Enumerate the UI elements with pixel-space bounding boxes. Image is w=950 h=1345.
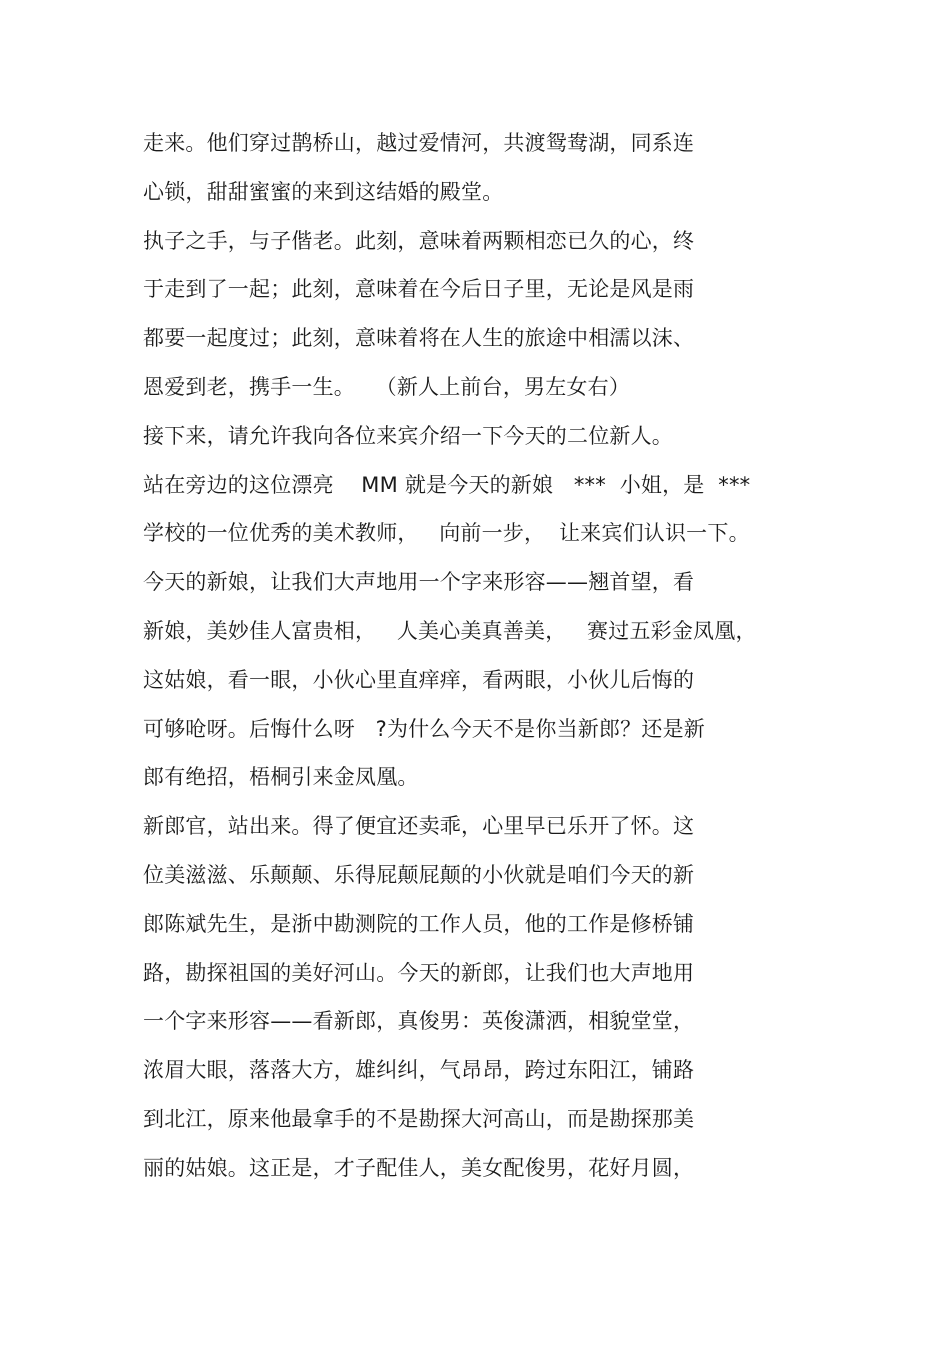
text-line: 都要一起度过；此刻，意味着将在人生的旅途中相濡以沫、	[143, 326, 695, 351]
text-line: 这姑娘，看一眼，小伙心里直痒痒，看两眼，小伙儿后悔的	[143, 667, 695, 692]
text-line: 学校的一位优秀的美术教师， 向前一步， 让来宾们认识一下。	[143, 521, 750, 546]
text-line: 路，勘探祖国的美好河山。今天的新郎，让我们也大声地用	[143, 960, 695, 985]
text-line: 走来。他们穿过鹊桥山，越过爱情河，共渡鸳鸯湖，同系连	[143, 131, 695, 155]
text-line: 站在旁边的这位漂亮 MM 就是今天的新娘 *** 小姐，是 ***	[143, 472, 751, 497]
text-line: 执子之手，与子偕老。此刻，意味着两颗相恋已久的心，终	[143, 228, 695, 253]
text-line: 郎有绝招，梧桐引来金凤凰。	[143, 765, 419, 790]
text-line: 一个字来形容——看新郎，真俊男：英俊潇洒，相貌堂堂，	[143, 1009, 695, 1034]
text-line: 位美滋滋、乐颠颠、乐得屁颠屁颠的小伙就是咱们今天的新	[143, 862, 695, 887]
document-body	[143, 119, 843, 1193]
text-line: 于走到了一起；此刻，意味着在今后日子里，无论是风是雨	[143, 277, 695, 302]
text-line: 心锁，甜甜蜜蜜的来到这结婚的殿堂。	[143, 179, 504, 204]
text-line: 接下来，请允许我向各位来宾介绍一下今天的二位新人。	[143, 423, 673, 448]
text-line: 今天的新娘，让我们大声地用一个字来形容——翘首望，看	[143, 570, 695, 595]
text-line: 新娘，美妙佳人富贵相， 人美心美真善美， 赛过五彩金凤凰，	[143, 618, 757, 643]
text-line: 郎陈斌先生，是浙中勘测院的工作人员，他的工作是修桥铺	[143, 911, 695, 936]
text-line: 恩爱到老，携手一生。 （新人上前台，男左女右）	[143, 374, 631, 399]
text-line: 到北江，原来他最拿手的不是勘探大河高山，而是勘探那美	[143, 1106, 695, 1131]
text-line: 浓眉大眼，落落大方，雄纠纠，气昂昂，跨过东阳江，铺路	[143, 1058, 695, 1083]
text-line: 可够呛呀。后悔什么呀 ?为什么今天不是你当新郎？还是新	[143, 716, 705, 741]
text-line: 新郎官，站出来。得了便宜还卖乖，心里早已乐开了怀。这	[143, 814, 695, 839]
text-line: 丽的姑娘。这正是，才子配佳人，美女配俊男，花好月圆，	[143, 1155, 695, 1180]
